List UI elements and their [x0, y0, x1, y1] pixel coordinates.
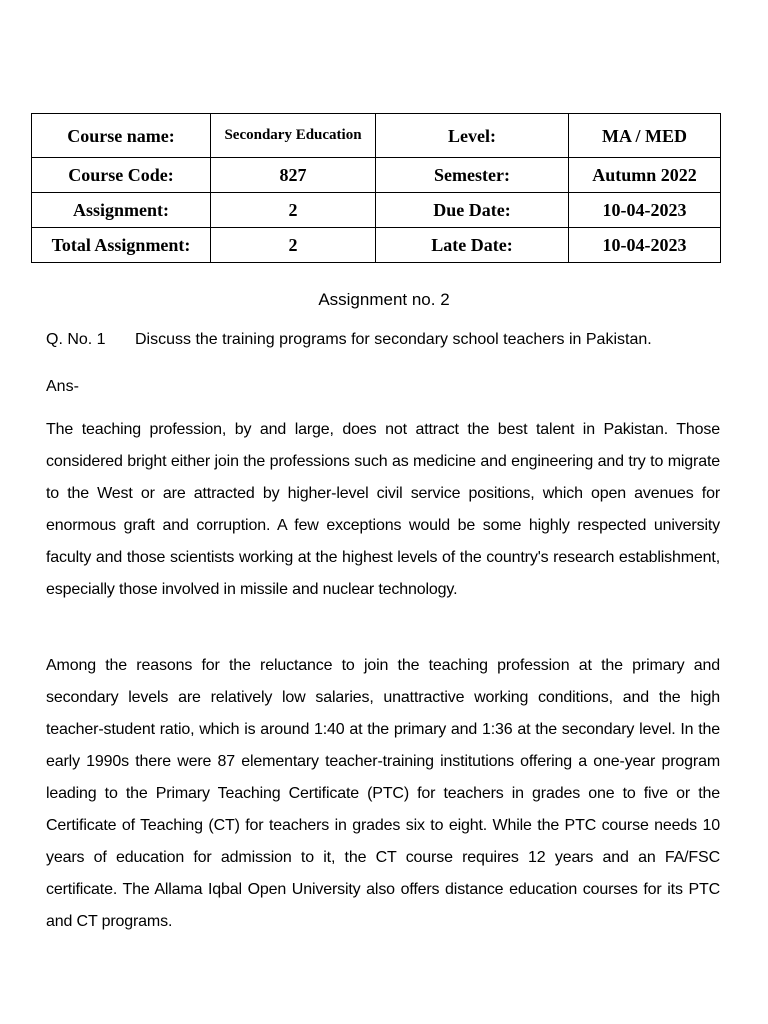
question-text: Discuss the training programs for secondary school teachers in Pakistan.: [135, 331, 652, 348]
table-row: [32, 228, 721, 263]
due-date-label: Due Date:: [376, 193, 569, 228]
semester-value: Autumn 2022: [569, 158, 721, 193]
table-row: [32, 114, 721, 158]
late-date-label: Late Date:: [376, 228, 569, 263]
course-code-value: 827: [211, 158, 376, 193]
course-code-label: Course Code:: [32, 158, 211, 193]
body-paragraph: The teaching profession, by and large, does not attract the best talent in Pakistan. Those considered bright either join the professions such as medicine and engineering and try to migrate to the West or are attracted by higher-level civil service positions, which open avenues for enormous graft and corruption. A few exceptions would be some highly respected university faculty and those scientists working at the highest levels of the country's research establishment, especially those involved in missile and nuclear technology.: [46, 421, 720, 598]
document-title: Assignment no. 2: [318, 290, 450, 309]
level-value: MA / MED: [569, 114, 721, 158]
due-date-value: 10-04-2023: [569, 193, 721, 228]
course-name-value: Secondary Education: [211, 114, 376, 158]
body-paragraph: Among the reasons for the reluctance to join the teaching profession at the primary and secondary levels are relatively low salaries, unattractive working conditions, and the high teacher-student ratio, which is around 1:40 at the primary and 1:36 at the secondary level. In the early 1990s there were 87 elementary teacher-training institutions offering a one-year program leading to the Primary Teaching Certificate (PTC) for teachers in grades one to five or the Certificate of Teaching (CT) for teachers in grades six to eight. While the PTC course needs 10 years of education for admission to it, the CT course requires 12 years and an FA/FSC certificate. The Allama Iqbal Open University also offers distance education courses for its PTC and CT programs.: [46, 657, 720, 930]
semester-label: Semester:: [376, 158, 569, 193]
question-number: Q. No. 1: [46, 331, 106, 348]
level-label: Level:: [376, 114, 569, 158]
answer-label: Ans-: [46, 378, 79, 395]
course-name-label: Course name:: [32, 114, 211, 158]
total-assignment-value: 2: [211, 228, 376, 263]
late-date-value: 10-04-2023: [569, 228, 721, 263]
question: [46, 329, 726, 351]
assignment-label: Assignment:: [32, 193, 211, 228]
course-info-table: [31, 113, 721, 263]
assignment-value: 2: [211, 193, 376, 228]
table-row: [32, 158, 721, 193]
total-assignment-label: Total Assignment:: [32, 228, 211, 263]
table-row: [32, 193, 721, 228]
